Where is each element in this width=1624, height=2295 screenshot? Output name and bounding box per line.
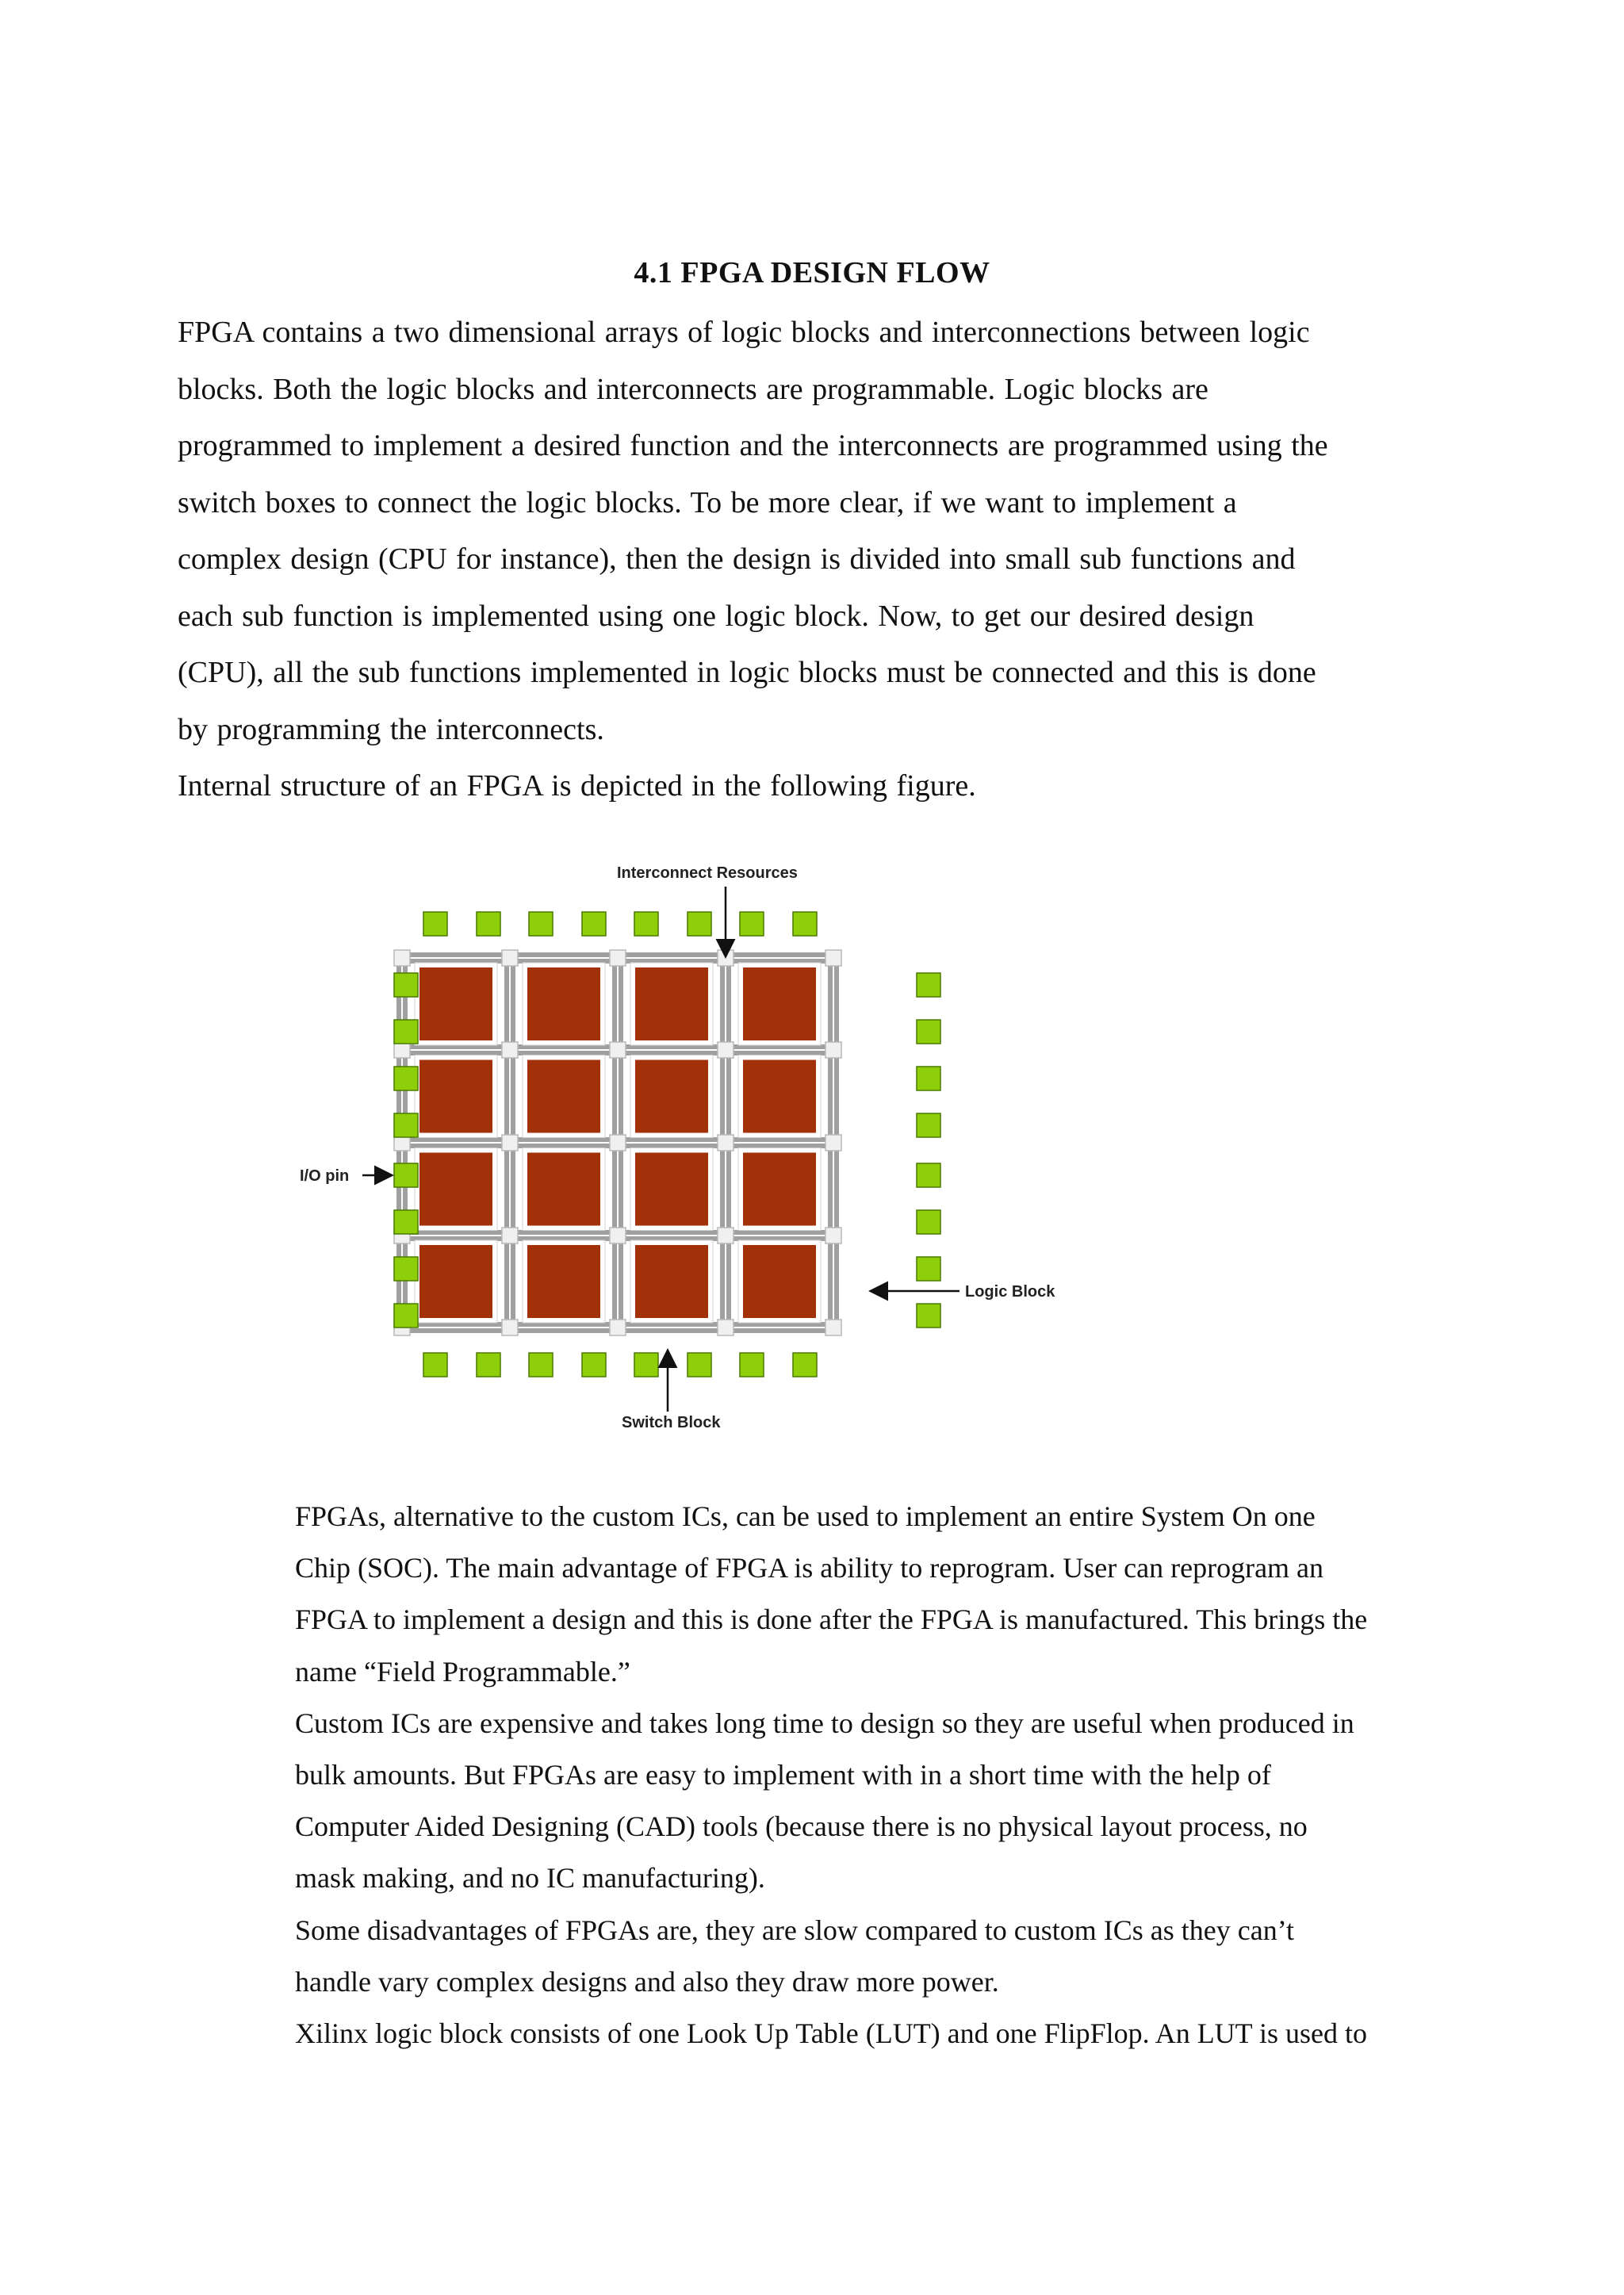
switch-block: [825, 950, 841, 966]
logic-block: [527, 1060, 600, 1133]
paragraph-line: Internal structure of an FPGA is depicted in the following figure.: [178, 769, 976, 803]
io-pin: [917, 1113, 940, 1137]
switch-block: [502, 1042, 518, 1058]
logic-block: [743, 1060, 816, 1133]
switch-block: [718, 1228, 733, 1243]
paragraph-line: handle vary complex designs and also they draw more power.: [295, 1965, 999, 1998]
io-pin: [394, 973, 418, 997]
io-pin: [688, 1353, 711, 1377]
paragraph-line: FPGA to implement a design and this is done after the FPGA is manufactured. This brings the: [295, 1603, 1368, 1636]
io-pin: [394, 1163, 418, 1187]
details-paragraph: [295, 1491, 1437, 2059]
switch-block: [610, 1042, 626, 1058]
switch-block: [502, 950, 518, 966]
switch-block: [825, 1135, 841, 1151]
logic-block: [743, 1245, 816, 1318]
io-pin: [582, 1353, 606, 1377]
io-pin: [529, 912, 553, 936]
paragraph-line: blocks. Both the logic blocks and interconnects are programmable. Logic blocks are: [178, 372, 1208, 406]
paragraph-line: by programming the interconnects.: [178, 712, 604, 746]
io-pin-label: I/O pin: [300, 1167, 350, 1185]
logic-block: [743, 1153, 816, 1226]
switch-block: [502, 1320, 518, 1335]
logic-block: [635, 1245, 708, 1318]
io-pin: [917, 973, 940, 997]
switch-block: [610, 950, 626, 966]
section-heading: 4.1 FPGA DESIGN FLOW: [634, 256, 990, 289]
paragraph-line: each sub function is implemented using one logic block. Now, to get our desired design: [178, 599, 1254, 633]
paragraph-line: Some disadvantages of FPGAs are, they are slow compared to custom ICs as they can’t: [295, 1914, 1295, 1946]
io-pin: [634, 1353, 658, 1377]
io-pin: [394, 1210, 418, 1234]
logic-block: [743, 967, 816, 1040]
logic-block: [419, 1245, 492, 1318]
switch-block: [610, 1228, 626, 1243]
io-pin: [740, 912, 764, 936]
paragraph-line: complex design (CPU for instance), then the design is divided into small sub functions and: [178, 542, 1296, 576]
io-pin: [917, 1020, 940, 1044]
fpga-structure-figure: [285, 849, 1086, 1443]
io-pin: [917, 1210, 940, 1234]
io-pin: [394, 1304, 418, 1328]
switch-block: [825, 1228, 841, 1243]
switch-block: [394, 1042, 410, 1058]
paragraph-line: mask making, and no IC manufacturing).: [295, 1862, 765, 1895]
io-pin: [740, 1353, 764, 1377]
io-pin: [423, 1353, 447, 1377]
switch-block: [394, 950, 410, 966]
switch-block: [825, 1320, 841, 1335]
logic-block: [635, 1060, 708, 1133]
io-pin: [917, 1257, 940, 1281]
paragraph-line: FPGA contains a two dimensional arrays of logic blocks and interconnections between logic: [178, 316, 1310, 349]
switch-block: [718, 1320, 733, 1335]
paragraph-line: Chip (SOC). The main advantage of FPGA is ability to reprogram. User can reprogram an: [295, 1552, 1324, 1584]
switch-block: [825, 1042, 841, 1058]
logic-block-label: Logic Block: [965, 1283, 1055, 1301]
interconnect-resources-label: Interconnect Resources: [617, 864, 798, 882]
io-pin: [793, 912, 817, 936]
io-pin: [529, 1353, 553, 1377]
io-pin: [394, 1020, 418, 1044]
logic-block: [419, 1153, 492, 1226]
paragraph-line: bulk amounts. But FPGAs are easy to implement with in a short time with the help of: [295, 1759, 1271, 1791]
io-pin: [477, 1353, 500, 1377]
paragraph-line: FPGAs, alternative to the custom ICs, can be used to implement an entire System On one: [295, 1500, 1316, 1532]
io-pin: [917, 1067, 940, 1090]
switch-block-label: Switch Block: [622, 1414, 721, 1431]
logic-block: [635, 967, 708, 1040]
io-pin: [917, 1304, 940, 1328]
logic-block: [527, 1245, 600, 1318]
io-pin: [917, 1163, 940, 1187]
logic-block: [527, 967, 600, 1040]
io-pin: [582, 912, 606, 936]
io-pin: [688, 912, 711, 936]
logic-block: [419, 967, 492, 1040]
switch-block: [502, 1228, 518, 1243]
logic-block: [419, 1060, 492, 1133]
io-pin: [477, 912, 500, 936]
switch-block: [610, 1135, 626, 1151]
paragraph-line: (CPU), all the sub functions implemented in logic blocks must be connected and this is done: [178, 656, 1316, 689]
logic-block: [635, 1153, 708, 1226]
paragraph-line: switch boxes to connect the logic blocks. To be more clear, if we want to implement a: [178, 485, 1237, 519]
paragraph-line: Computer Aided Designing (CAD) tools (because there is no physical layout process, no: [295, 1810, 1308, 1843]
paragraph-line: Custom ICs are expensive and takes long time to design so they are useful when produced in: [295, 1707, 1354, 1739]
io-pin: [793, 1353, 817, 1377]
switch-block: [718, 1135, 733, 1151]
switch-block: [502, 1135, 518, 1151]
paragraph-line: programmed to implement a desired function and the interconnects are programmed using the: [178, 429, 1328, 462]
switch-block: [610, 1320, 626, 1335]
paragraph-line: Xilinx logic block consists of one Look Up Table (LUT) and one FlipFlop. An LUT is used to: [295, 2017, 1368, 2050]
intro-paragraph: [178, 305, 1446, 815]
switch-block: [718, 1042, 733, 1058]
logic-block: [527, 1153, 600, 1226]
io-pin: [394, 1113, 418, 1137]
paragraph-line: name “Field Programmable.”: [295, 1655, 630, 1688]
io-pin: [423, 912, 447, 936]
io-pin: [394, 1257, 418, 1281]
io-pin: [634, 912, 658, 936]
io-pin: [394, 1067, 418, 1090]
